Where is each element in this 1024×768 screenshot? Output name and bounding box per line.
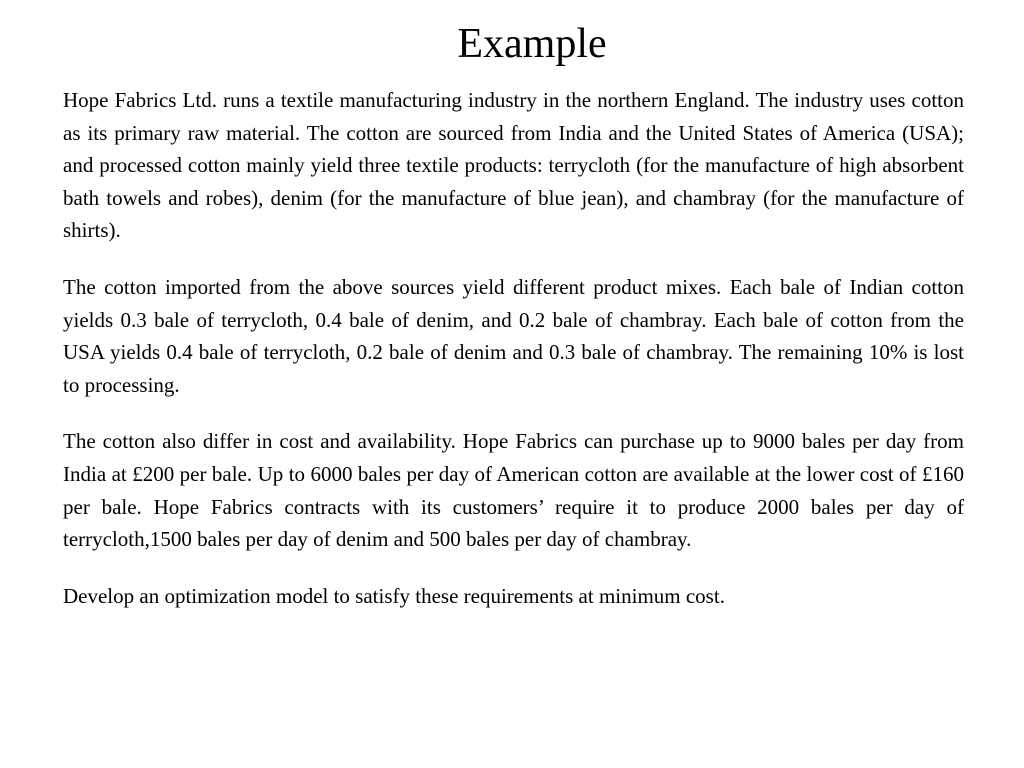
slide-body <box>63 84 964 612</box>
paragraph-task: Develop an optimization model to satisfy these requirements at minimum cost. <box>63 583 725 608</box>
paragraph-product-yields: The cotton imported from the above sources yield different product mixes. Each bale of Indian cotton yields 0.3 bale of terrycloth, 0.4 bale of denim, and 0.2 bale of chambray. Each bale of cotton from the USA yields 0.4 bale of terrycloth, 0.2 bale of denim and 0.3 bale of chambray. The remaining 10% is lost to processing. <box>63 274 964 397</box>
paragraph-company-intro: Hope Fabrics Ltd. runs a textile manufacturing industry in the northern England. The industry uses cotton as its primary raw material. The cotton are sourced from India and the United States of America (USA); and processed cotton mainly yield three textile products: terrycloth (for the manufacture of high absorbent bath towels and robes), denim (for the manufacture of blue jean), and chambray (for the manufacture of shirts). <box>63 88 964 243</box>
paragraph-cost-availability: The cotton also differ in cost and availability. Hope Fabrics can purchase up to 9000 bales per day from India at £200 per bale. Up to 6000 bales per day of American cotton are available at the lower cost of £160 per bale. Hope Fabrics contracts with its customers’ require it to produce 2000 bales per day of terrycloth,1500 bales per day of denim and 500 bales per day of chambray. <box>63 429 964 552</box>
slide-title: Example <box>457 21 607 67</box>
